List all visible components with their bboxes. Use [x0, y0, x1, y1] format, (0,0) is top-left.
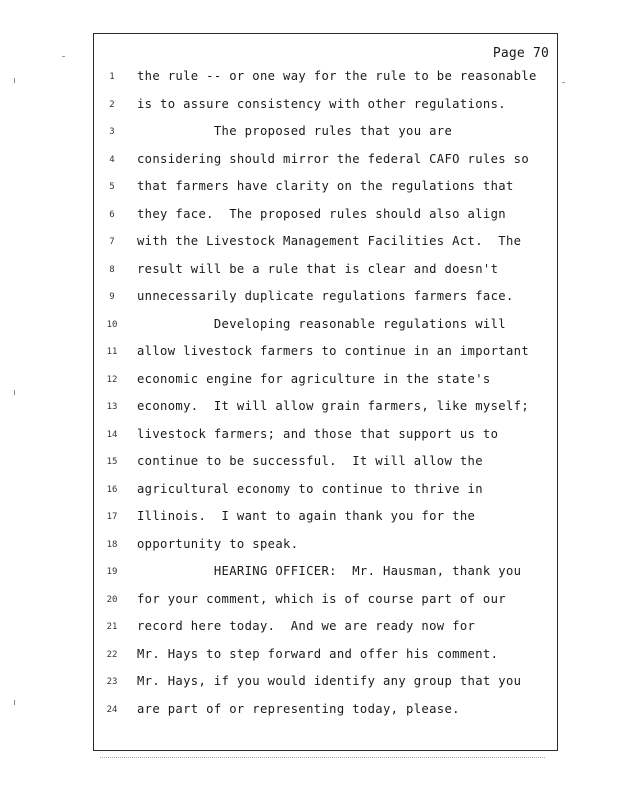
line-number: 14 [106, 429, 118, 440]
line-text: opportunity to speak. [137, 536, 299, 551]
line-number: 16 [106, 484, 118, 495]
transcript-line [94, 509, 557, 537]
line-text: economic engine for agriculture in the state's [137, 371, 491, 386]
line-number: 11 [106, 347, 118, 357]
transcript-line [94, 372, 557, 400]
transcript-line [94, 592, 557, 620]
line-number: 20 [106, 594, 118, 605]
line-text: that farmers have clarity on the regulations that [137, 179, 514, 193]
scan-mark [14, 78, 15, 83]
line-text: for your comment, which is of course part of our [137, 591, 506, 606]
transcript-line [94, 97, 557, 125]
line-number: 8 [109, 264, 115, 275]
transcript-lines [94, 69, 557, 729]
transcript-line [94, 289, 557, 317]
line-text: Developing reasonable regulations will [137, 316, 506, 331]
line-number: 19 [106, 567, 118, 577]
line-text: the rule -- or one way for the rule to be reasonable [137, 69, 537, 83]
transcript-line [94, 69, 557, 97]
transcript-line [94, 344, 557, 372]
transcript-line [94, 619, 557, 647]
line-text: is to assure consistency with other regulations. [137, 96, 506, 111]
line-number: 13 [106, 402, 118, 412]
transcript-line [94, 152, 557, 180]
transcript-line [94, 317, 557, 345]
line-number: 4 [109, 154, 115, 165]
transcript-line [94, 454, 557, 482]
line-text: they face. The proposed rules should also align [137, 206, 506, 221]
line-number: 15 [106, 457, 118, 467]
line-text: record here today. And we are ready now for [137, 619, 476, 633]
line-text: unnecessarily duplicate regulations farmers face. [137, 289, 514, 303]
transcript-line [94, 482, 557, 510]
line-text: HEARING OFFICER: Mr. Hausman, thank you [137, 564, 522, 578]
transcript-line [94, 702, 557, 730]
transcript-line [94, 674, 557, 702]
line-number: 17 [106, 512, 118, 522]
scan-mark [14, 390, 15, 395]
line-text: continue to be successful. It will allow the [137, 454, 483, 468]
transcript-line [94, 207, 557, 235]
scan-speck [62, 56, 65, 57]
line-number: 22 [106, 649, 118, 660]
transcript-line [94, 179, 557, 207]
line-number: 9 [109, 292, 115, 302]
line-number: 24 [106, 704, 118, 715]
transcript-line [94, 564, 557, 592]
line-number: 6 [109, 209, 115, 220]
line-text: Mr. Hays, if you would identify any group that you [137, 674, 522, 688]
transcript-line [94, 647, 557, 675]
line-number: 21 [106, 622, 118, 632]
transcript-line [94, 124, 557, 152]
page-number: Page 70 [492, 46, 549, 61]
line-text: are part of or representing today, please. [137, 701, 460, 716]
transcript-line [94, 262, 557, 290]
line-text: Mr. Hays to step forward and offer his comment. [137, 646, 499, 661]
line-text: The proposed rules that you are [137, 124, 453, 138]
line-number: 2 [109, 99, 115, 110]
line-number: 10 [106, 319, 118, 330]
scan-bottom-edge [100, 757, 545, 758]
transcript-line [94, 399, 557, 427]
line-number: 23 [106, 677, 118, 687]
line-number: 1 [109, 72, 115, 82]
line-number: 5 [109, 182, 115, 192]
line-text: livestock farmers; and those that support us to [137, 426, 499, 441]
line-text: allow livestock farmers to continue in an important [137, 344, 530, 358]
line-number: 18 [106, 539, 118, 550]
line-text: result will be a rule that is clear and doesn't [137, 261, 499, 276]
line-text: Illinois. I want to again thank you for the [137, 509, 476, 523]
scan-speck [562, 82, 565, 83]
line-number: 3 [109, 127, 115, 137]
transcript-line [94, 234, 557, 262]
line-text: economy. It will allow grain farmers, like myself; [137, 399, 530, 413]
transcript-line [94, 537, 557, 565]
line-text: considering should mirror the federal CAFO rules so [137, 151, 530, 166]
scan-mark [14, 700, 15, 705]
transcript-line [94, 427, 557, 455]
line-number: 12 [106, 374, 118, 385]
line-text: with the Livestock Management Facilities Act. The [137, 234, 522, 248]
transcript-page [93, 33, 558, 751]
line-text: agricultural economy to continue to thrive in [137, 481, 483, 496]
line-number: 7 [109, 237, 115, 247]
